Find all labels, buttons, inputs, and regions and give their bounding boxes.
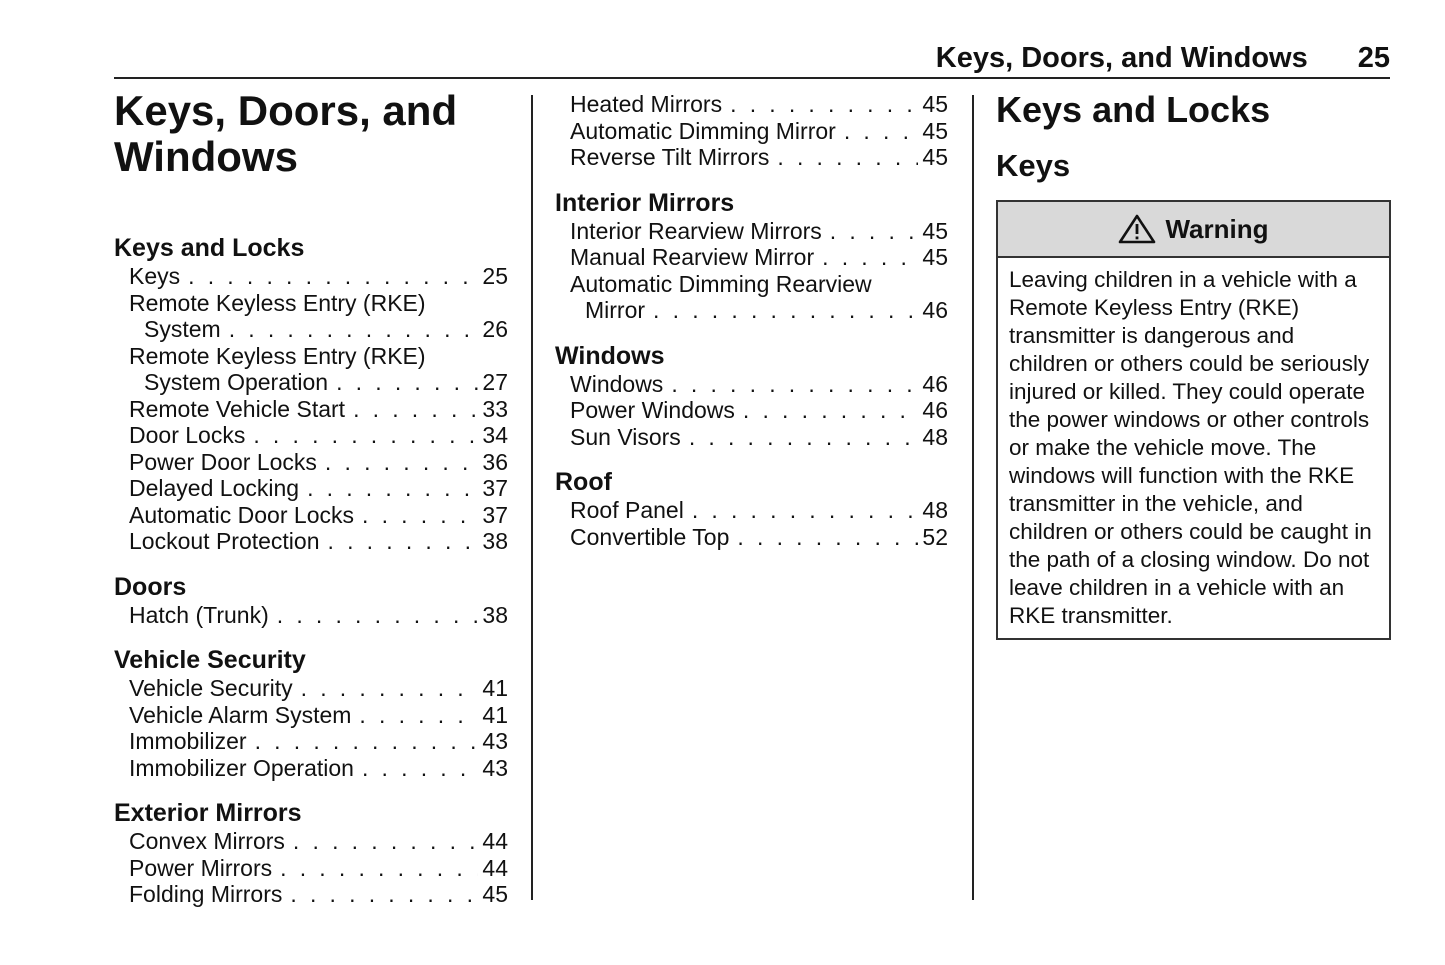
toc-entry-page: 25 xyxy=(482,263,508,289)
dot-leader xyxy=(653,297,918,324)
toc-entry[interactable] xyxy=(114,702,508,729)
warning-text: Leaving children in a vehicle with a Remote Keyless Entry (RKE) transmitter is dangerous and children or others could be seriously injured or killed. They could operate the power windows or other controls or make the vehicle move. The windows will function with the RKE transmitter in the vehicle, and children or others could be caught in the path of a closing window. Do not leave children in a vehicle with an RKE transmitter. xyxy=(1009,267,1372,628)
toc-entry-page: 45 xyxy=(922,117,948,144)
toc-entry-page: 48 xyxy=(922,423,948,450)
dot-leader xyxy=(692,497,919,524)
warning-triangle-icon xyxy=(1118,214,1156,244)
toc-entry[interactable] xyxy=(555,371,948,398)
toc-entry-page: 45 xyxy=(922,244,948,270)
toc-entry[interactable] xyxy=(114,290,508,343)
toc-entry-label: Roof Panel xyxy=(570,497,684,523)
toc-column-1 xyxy=(114,88,508,925)
toc-entry-label: Automatic Door Locks xyxy=(129,501,354,528)
toc-entry[interactable] xyxy=(555,244,948,271)
toc-entry-page: 41 xyxy=(482,675,508,701)
dot-leader xyxy=(689,424,919,451)
dot-leader xyxy=(325,449,478,476)
toc-column-2 xyxy=(555,91,948,567)
toc-entry[interactable] xyxy=(555,271,948,324)
toc-entry-page: 34 xyxy=(482,422,508,448)
chapter-title: Keys, Doors, and Windows xyxy=(114,87,458,180)
toc-entry[interactable] xyxy=(114,602,508,629)
dot-leader xyxy=(253,422,478,449)
table-of-contents-continued xyxy=(555,91,948,550)
warning-box xyxy=(996,200,1391,640)
toc-entry-label: Hatch (Trunk) xyxy=(129,601,269,628)
toc-entry-page: 26 xyxy=(482,316,508,342)
dot-leader xyxy=(671,371,918,398)
toc-entry[interactable] xyxy=(114,343,508,396)
toc-entry-label: Interior Rearview Mirrors xyxy=(570,217,822,244)
toc-entry-label: Remote Keyless Entry (RKE) xyxy=(129,289,426,316)
toc-entry-line xyxy=(129,316,508,343)
dot-leader xyxy=(280,855,478,882)
toc-entry[interactable] xyxy=(114,881,508,908)
dot-leader xyxy=(844,118,919,145)
warning-title: Warning xyxy=(1165,213,1269,244)
toc-entry[interactable] xyxy=(114,475,508,502)
toc-entry-label: Heated Mirrors xyxy=(570,91,723,117)
toc-entry-label: Windows xyxy=(570,370,664,397)
toc-entry[interactable] xyxy=(114,263,508,290)
dot-leader xyxy=(830,218,919,245)
toc-entry-page: 45 xyxy=(922,217,948,244)
page-number: 25 xyxy=(1357,42,1390,74)
column-divider xyxy=(531,95,533,900)
toc-section xyxy=(114,645,508,781)
toc-entry-label: Power Door Locks xyxy=(129,448,317,475)
toc-entry[interactable] xyxy=(555,497,948,524)
toc-entry-label: Automatic Dimming Mirror xyxy=(570,117,836,144)
header-rule xyxy=(114,77,1390,79)
toc-entry-label-cont: System Operation xyxy=(144,369,329,395)
toc-entry-page: 45 xyxy=(922,144,948,170)
toc-entry-label: Delayed Locking xyxy=(129,475,300,501)
toc-entry[interactable] xyxy=(555,424,948,451)
toc-heading: Roof xyxy=(555,468,612,496)
toc-entry-page: 38 xyxy=(482,601,508,628)
dot-leader xyxy=(290,881,478,908)
toc-entry-page: 44 xyxy=(482,828,508,854)
toc-entry-label: Power Mirrors xyxy=(129,854,273,881)
toc-entry-label: Power Windows xyxy=(570,397,735,423)
dot-leader xyxy=(336,369,478,396)
toc-section xyxy=(555,467,948,550)
toc-entry-page: 45 xyxy=(482,881,508,907)
toc-entry-page: 46 xyxy=(922,370,948,397)
dot-leader xyxy=(362,755,478,782)
toc-entry-page: 43 xyxy=(482,728,508,754)
toc-section-continued xyxy=(555,91,948,171)
toc-entry-label: Lockout Protection xyxy=(129,528,320,554)
dot-leader xyxy=(307,475,478,502)
toc-entry-page: 37 xyxy=(482,501,508,528)
toc-entry-label: Sun Visors xyxy=(570,423,681,450)
toc-entry-page: 37 xyxy=(482,475,508,501)
dot-leader xyxy=(362,502,478,529)
toc-entry-line xyxy=(570,297,948,324)
dot-leader xyxy=(328,528,479,555)
toc-entry-label: Immobilizer Operation xyxy=(129,754,354,781)
toc-entry-label: Convex Mirrors xyxy=(129,828,285,854)
toc-entry-page: 27 xyxy=(482,369,508,395)
subsection-title: Keys xyxy=(996,148,1071,183)
toc-entry-page: 46 xyxy=(922,297,948,323)
warning-header xyxy=(998,202,1389,258)
toc-entry[interactable] xyxy=(555,91,948,118)
toc-entry-label: Remote Vehicle Start xyxy=(129,395,346,422)
toc-heading: Doors xyxy=(114,572,187,601)
table-of-contents xyxy=(114,233,508,908)
toc-entry-page: 48 xyxy=(922,497,948,523)
dot-leader xyxy=(353,396,478,423)
toc-entry[interactable] xyxy=(114,675,508,702)
toc-entry[interactable] xyxy=(555,524,948,551)
toc-entry[interactable] xyxy=(114,755,508,782)
toc-heading: Vehicle Security xyxy=(114,646,306,674)
column-divider xyxy=(972,95,974,900)
toc-entry-label: Reverse Tilt Mirrors xyxy=(570,144,770,170)
toc-entry-line xyxy=(129,369,508,396)
dot-leader xyxy=(359,702,478,729)
toc-entry-label: Folding Mirrors xyxy=(129,881,283,907)
dot-leader xyxy=(229,316,479,343)
section-column xyxy=(996,88,1391,640)
section-title: Keys and Locks xyxy=(996,89,1271,130)
toc-heading: Keys and Locks xyxy=(114,234,305,262)
toc-entry[interactable] xyxy=(555,218,948,245)
toc-entry-page: 44 xyxy=(482,854,508,881)
toc-entry[interactable] xyxy=(114,855,508,882)
toc-entry[interactable] xyxy=(114,528,508,555)
toc-entry[interactable] xyxy=(555,118,948,145)
toc-heading: Exterior Mirrors xyxy=(114,799,302,827)
toc-entry-page: 36 xyxy=(482,448,508,475)
toc-entry-page: 38 xyxy=(482,528,508,554)
toc-entry[interactable] xyxy=(114,422,508,449)
dot-leader xyxy=(188,263,478,290)
dot-leader xyxy=(730,91,918,118)
toc-section xyxy=(114,233,508,555)
toc-entry[interactable] xyxy=(114,449,508,476)
toc-entry[interactable] xyxy=(555,144,948,171)
toc-section xyxy=(114,572,508,629)
dot-leader xyxy=(293,828,478,855)
toc-section xyxy=(555,341,948,451)
toc-entry-label: Door Locks xyxy=(129,422,246,448)
running-header xyxy=(936,42,1390,75)
toc-entry-page: 43 xyxy=(482,754,508,781)
toc-entry-label: Automatic Dimming Rearview xyxy=(570,270,872,297)
toc-entry-page: 46 xyxy=(922,397,948,423)
toc-heading: Windows xyxy=(555,341,665,370)
dot-leader xyxy=(822,244,918,271)
toc-entry-label: Convertible Top xyxy=(570,523,730,550)
toc-entry-label: Immobilizer xyxy=(129,728,247,754)
toc-entry-page: 41 xyxy=(482,701,508,728)
dot-leader xyxy=(737,524,918,551)
toc-entry-page: 52 xyxy=(922,523,948,550)
toc-entry[interactable] xyxy=(114,728,508,755)
running-title: Keys, Doors, and Windows xyxy=(935,42,1308,74)
toc-heading: Interior Mirrors xyxy=(555,188,735,217)
dot-leader xyxy=(277,602,479,629)
toc-entry-page: 45 xyxy=(922,91,948,117)
dot-leader xyxy=(301,675,479,702)
dot-leader xyxy=(255,728,479,755)
dot-leader xyxy=(777,144,918,171)
toc-entry-label: Vehicle Security xyxy=(129,675,293,701)
toc-entry-page: 33 xyxy=(482,395,508,422)
toc-entry[interactable] xyxy=(114,828,508,855)
toc-entry-label: Vehicle Alarm System xyxy=(129,701,352,728)
toc-entry[interactable] xyxy=(114,396,508,423)
toc-entry-label: Keys xyxy=(129,263,181,289)
toc-section xyxy=(114,798,508,908)
toc-entry-label: Manual Rearview Mirror xyxy=(570,244,815,270)
dot-leader xyxy=(743,397,919,424)
toc-entry-label: Remote Keyless Entry (RKE) xyxy=(129,342,426,369)
toc-entry-label-cont: System xyxy=(144,316,221,342)
toc-entry[interactable] xyxy=(555,397,948,424)
toc-entry[interactable] xyxy=(114,502,508,529)
toc-entry-label-cont: Mirror xyxy=(585,297,646,323)
toc-section xyxy=(555,188,948,324)
